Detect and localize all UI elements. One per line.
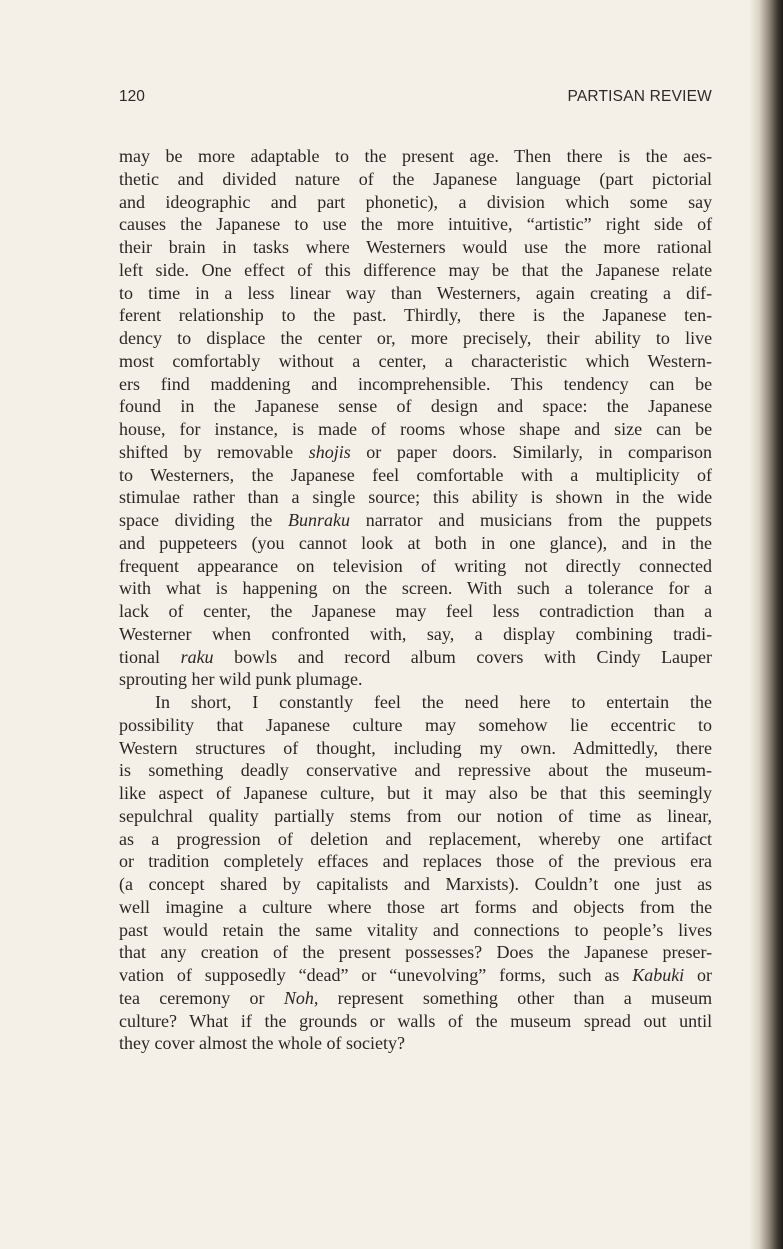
text-line: space dividing the Bunraku narrator and musicians from the puppets: [119, 510, 713, 530]
text-line: and puppeteers (you cannot look at both in one glance), and in the: [119, 532, 713, 553]
body-text: [119, 145, 712, 1055]
text-line: (a concept shared by capitalists and Marxists). Couldn’t one just as: [119, 874, 713, 894]
text-line: In short, I constantly feel the need here to entertain the: [155, 692, 713, 712]
text-line: with what is happening on the screen. With such a tolerance for a: [119, 578, 713, 599]
italic-term: raku: [180, 646, 214, 667]
text-line: stimulae rather than a single source; this ability is shown in the wide: [119, 487, 713, 508]
text-line: lack of center, the Japanese may feel less contradiction than a: [119, 601, 713, 621]
italic-term: Noh,: [283, 987, 319, 1008]
text-line: tea ceremony or Noh, represent something other than a museum: [119, 987, 713, 1008]
text-line: to time in a less linear way than Westerners, again creating a dif-: [119, 282, 713, 303]
text-line: and ideographic and part phonetic), a division which some say: [119, 191, 713, 212]
text-line: frequent appearance on television of writing not directly connected: [119, 555, 712, 576]
text-line: ferent relationship to the past. Thirdly, there is the Japanese ten-: [119, 305, 713, 326]
page-number: 120: [119, 88, 145, 105]
text-line: like aspect of Japanese culture, but it may also be that this seemingly: [119, 783, 713, 803]
text-line: they cover almost the whole of society?: [119, 1033, 405, 1054]
text-line: sprouting her wild punk plumage.: [119, 669, 363, 690]
italic-term: shojis: [308, 441, 351, 462]
text-line: culture? What if the grounds or walls of the museum spread out until: [119, 1010, 713, 1031]
text-line: that any creation of the present possesses? Does the Japanese preser-: [119, 942, 713, 963]
text-line: tional raku bowls and record album covers with Cindy Lauper: [119, 646, 713, 667]
text-line: house, for instance, is made of rooms whose shape and size can be: [119, 419, 713, 439]
text-line: or tradition completely effaces and replaces those of the previous era: [119, 851, 713, 872]
text-line: left side. One effect of this difference may be that the Japanese relate: [119, 259, 713, 280]
text-line: past would retain the same vitality and connections to people’s lives: [119, 919, 713, 940]
text-line: possibility that Japanese culture may somehow lie eccentric to: [119, 714, 713, 735]
text-line: well imagine a culture where those art forms and objects from the: [119, 896, 713, 917]
text-line: found in the Japanese sense of design and space: the Japanese: [119, 396, 713, 417]
text-line: shifted by removable shojis or paper doors. Similarly, in comparison: [119, 441, 713, 462]
text-line: causes the Japanese to use the more intuitive, “artistic” right side of: [119, 214, 713, 235]
text-line: thetic and divided nature of the Japanese language (part pictorial: [119, 168, 713, 189]
text-line: sepulchral quality partially stems from our notion of time as linear,: [119, 805, 712, 826]
text-line: dency to displace the center or, more precisely, their ability to live: [119, 328, 713, 348]
italic-term: Kabuki: [632, 965, 685, 985]
text-line: their brain in tasks where Westerners would use the more rational: [119, 237, 713, 257]
text-line: to Westerners, the Japanese feel comfortable with a multiplicity of: [119, 464, 713, 485]
running-head: PARTISAN REVIEW: [567, 88, 712, 105]
text-line: Westerner when confronted with, say, a display combining tradi-: [119, 623, 713, 644]
text-line: may be more adaptable to the present age. Then there is the aes-: [119, 146, 713, 166]
text-line: is something deadly conservative and repressive about the museum-: [119, 760, 713, 781]
italic-term: Bunraku: [288, 510, 351, 530]
text-line: ers find maddening and incomprehensible. This tendency can be: [119, 373, 713, 394]
book-spine-shadow: [749, 0, 783, 1249]
text-line: most comfortably without a center, a characteristic which Western-: [119, 350, 713, 371]
text-line: Western structures of thought, including my own. Admittedly, there: [119, 737, 712, 758]
text-line: as a progression of deletion and replacement, whereby one artifact: [119, 828, 713, 849]
text-line: vation of supposedly “dead” or “unevolving” forms, such as Kabuki or: [119, 965, 713, 985]
